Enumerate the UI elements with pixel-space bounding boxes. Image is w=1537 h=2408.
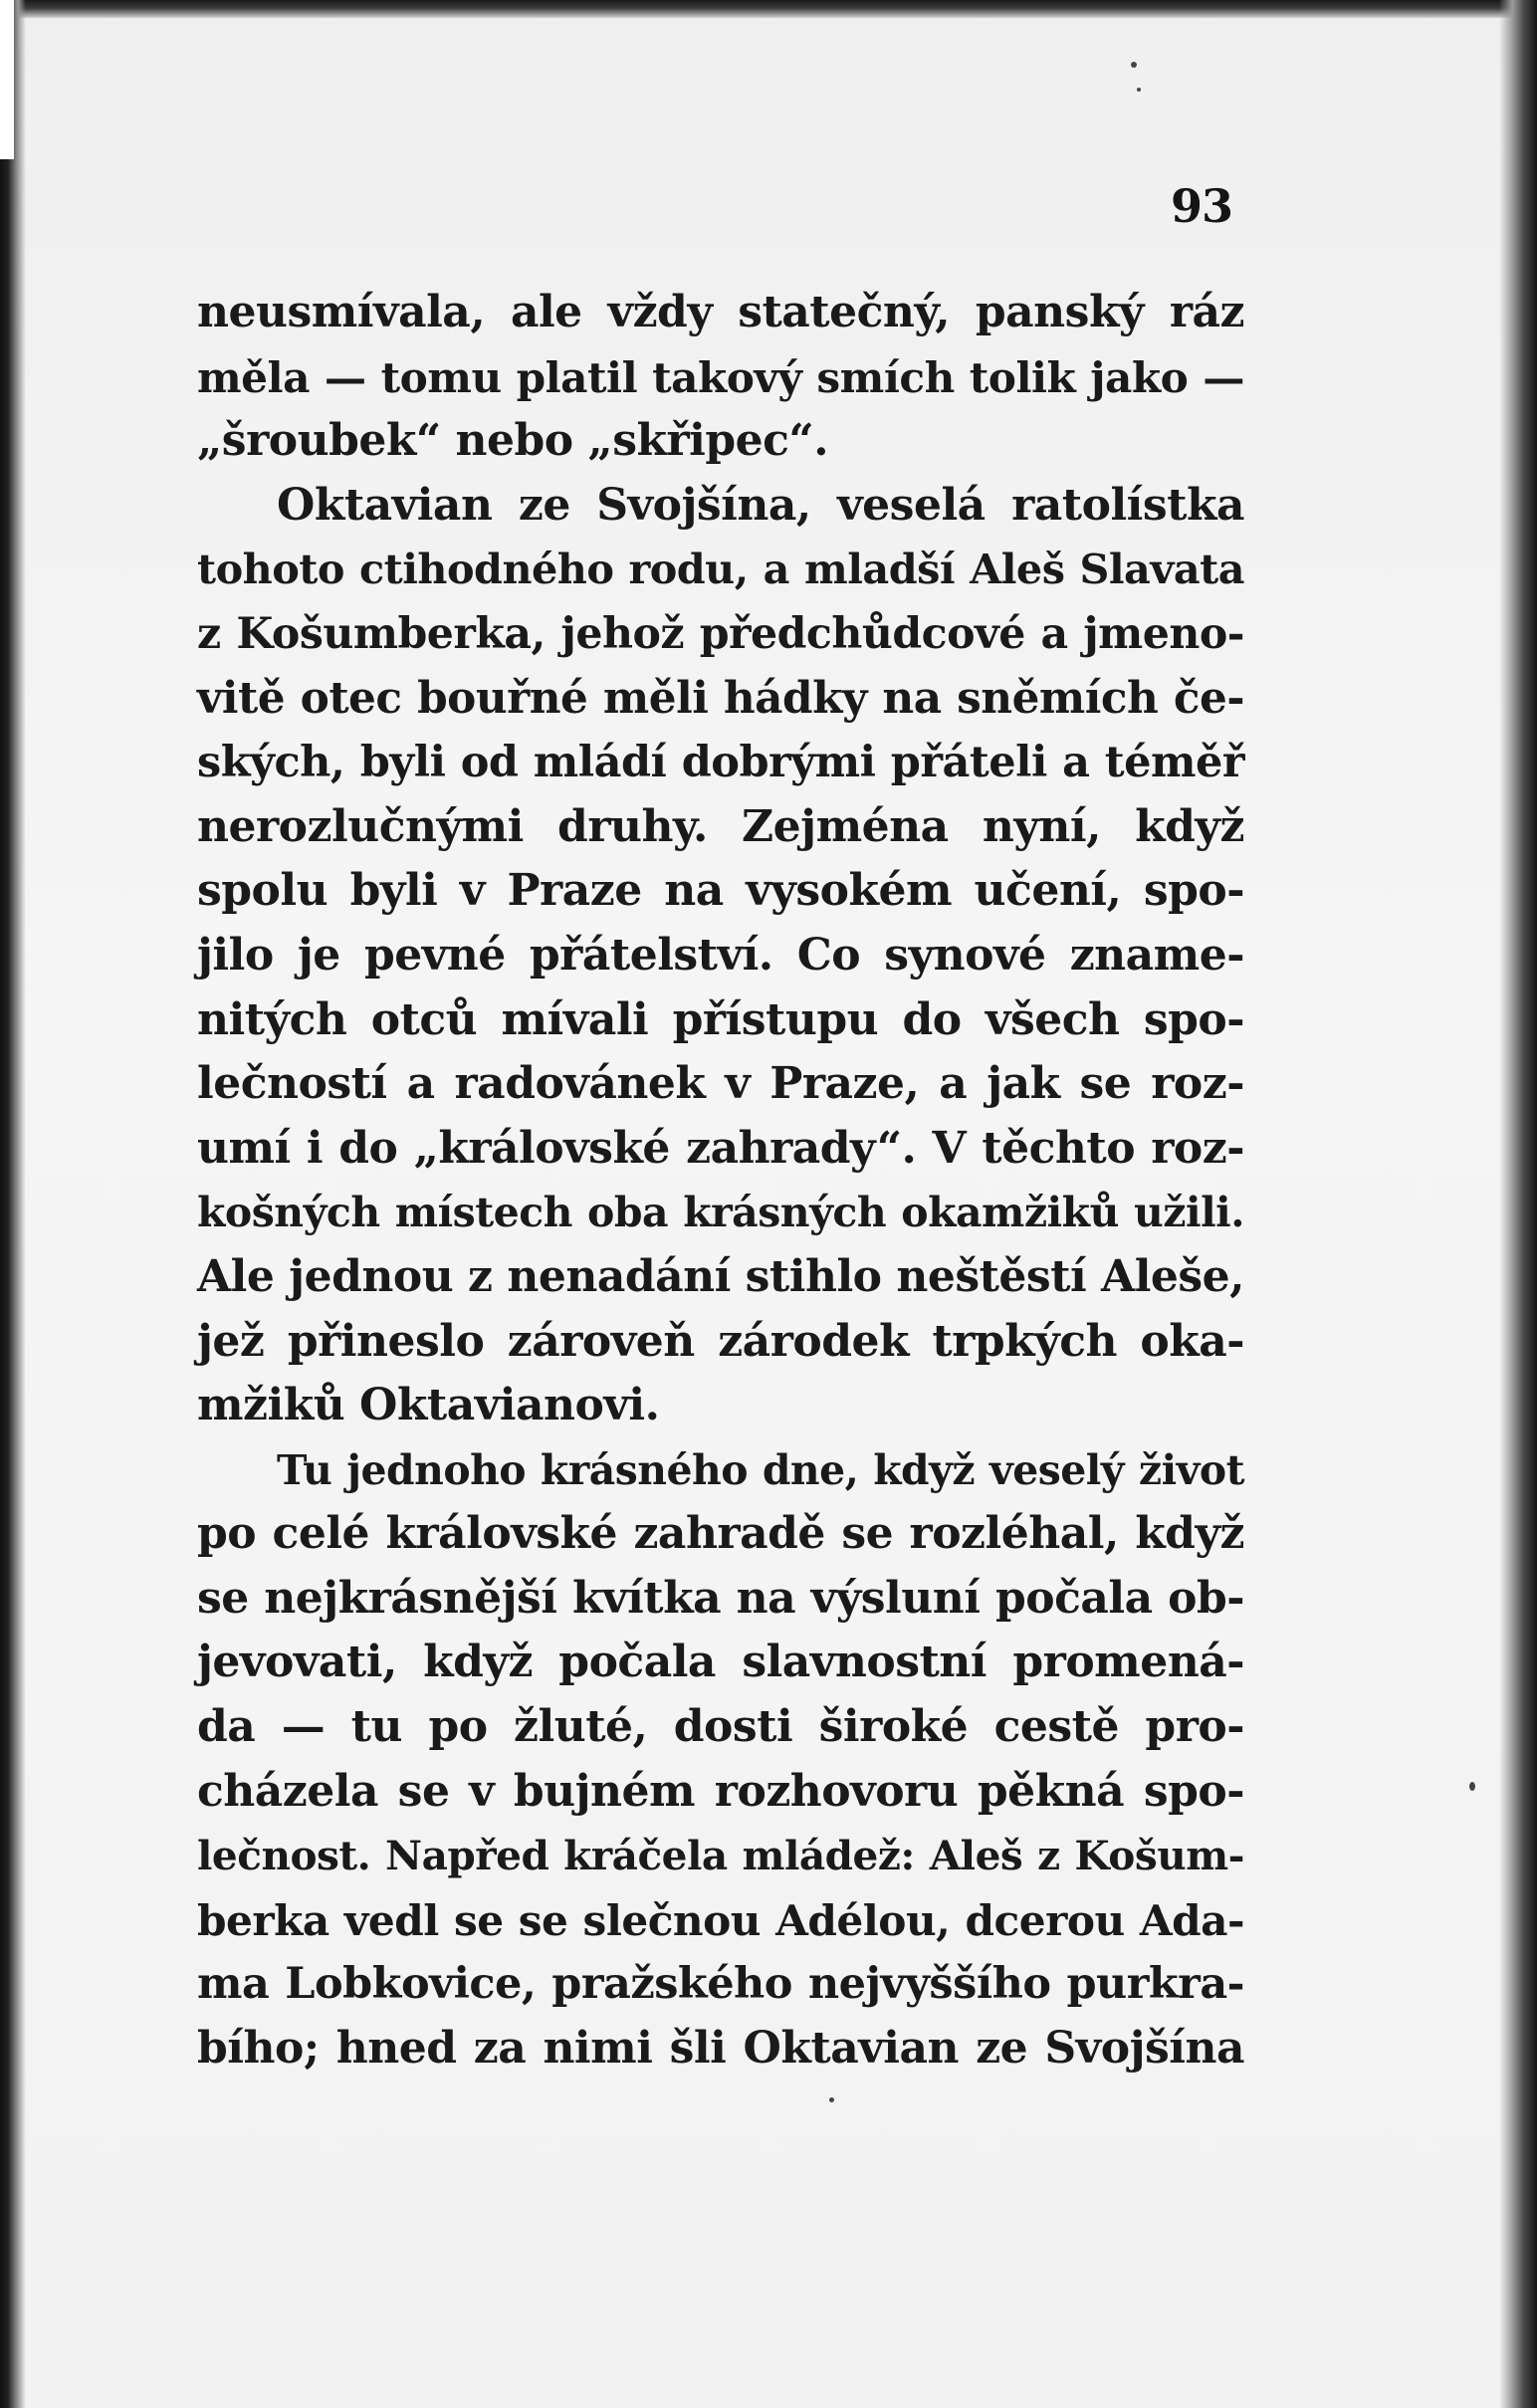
scan-edge-notch xyxy=(0,0,14,159)
text-line: „šroubek“ nebo „skřipec“. xyxy=(197,415,829,467)
text-line: bího; hned za nimi šli Oktavian ze Svojšína xyxy=(197,2023,1244,2075)
scan-edge-top xyxy=(0,0,1537,18)
text-line: Ale jednou z nenadání stihlo neštěstí Aleše, xyxy=(197,1250,1244,1302)
text-line: umí i do „královské zahrady“. V těchto roz- xyxy=(197,1122,1244,1174)
text-line: z Košumberka, jehož předchůdcové a jmeno- xyxy=(197,608,1244,659)
text-line: tohoto ctihodného rodu, a mladší Aleš Slavata xyxy=(197,545,1244,594)
text-line: mžiků Oktavianovi. xyxy=(197,1380,660,1431)
text-line: se nejkrásnější kvítka na výsluní počala ob- xyxy=(197,1572,1244,1624)
scan-edge-left xyxy=(0,0,26,2408)
text-line: nitých otců mívali přístupu do všech spo- xyxy=(197,993,1244,1045)
text-line: cházela se v bujném rozhovoru pěkná spo- xyxy=(197,1765,1244,1817)
text-line: po celé královské zahradě se rozléhal, když xyxy=(197,1508,1244,1560)
page-number: 93 xyxy=(1171,179,1233,233)
text-line: lečností a radovánek v Praze, a jak se roz- xyxy=(197,1058,1244,1110)
text-line: Oktavian ze Svojšína, veselá ratolístka xyxy=(277,479,1244,531)
text-line: neusmívala, ale vždy statečný, panský ráz xyxy=(197,287,1244,337)
body-text xyxy=(197,281,1244,2081)
text-line: da — tu po žluté, dosti široké cestě pro- xyxy=(197,1701,1244,1753)
scan-speck xyxy=(1131,62,1137,68)
text-line: berka vedl se se slečnou Adélou, dcerou Ada- xyxy=(197,1894,1244,1945)
scan-speck xyxy=(829,2097,834,2102)
text-line: jevovati, když počala slavnostní promená- xyxy=(197,1637,1244,1688)
text-line: spolu byli v Praze na vysokém učení, spo- xyxy=(197,865,1244,917)
text-line: vitě otec bouřné měli hádky na sněmích če- xyxy=(197,672,1244,724)
text-line: měla — tomu platil takový smích tolik jako — xyxy=(197,351,1244,402)
text-line: jež přineslo zároveň zárodek trpkých oka- xyxy=(197,1315,1244,1367)
text-line: lečnost. Napřed kráčela mládež: Aleš z Košum- xyxy=(197,1832,1244,1880)
text-line: Tu jednoho krásného dne, když veselý život xyxy=(277,1445,1244,1494)
text-line: ma Lobkovice, pražského nejvyššího purkra- xyxy=(197,1959,1244,2010)
text-line: košných místech oba krásných okamžiků užili. xyxy=(197,1189,1244,1237)
text-line: jilo je pevné přátelství. Co synové zname- xyxy=(197,929,1244,981)
text-line: ských, byli od mládí dobrými přáteli a téměř xyxy=(197,738,1244,788)
scan-edge-right xyxy=(1499,0,1537,2408)
text-line: nerozlučnými druhy. Zejména nyní, když xyxy=(197,800,1244,852)
scan-speck xyxy=(1137,88,1141,92)
scan-speck xyxy=(1469,1782,1475,1791)
